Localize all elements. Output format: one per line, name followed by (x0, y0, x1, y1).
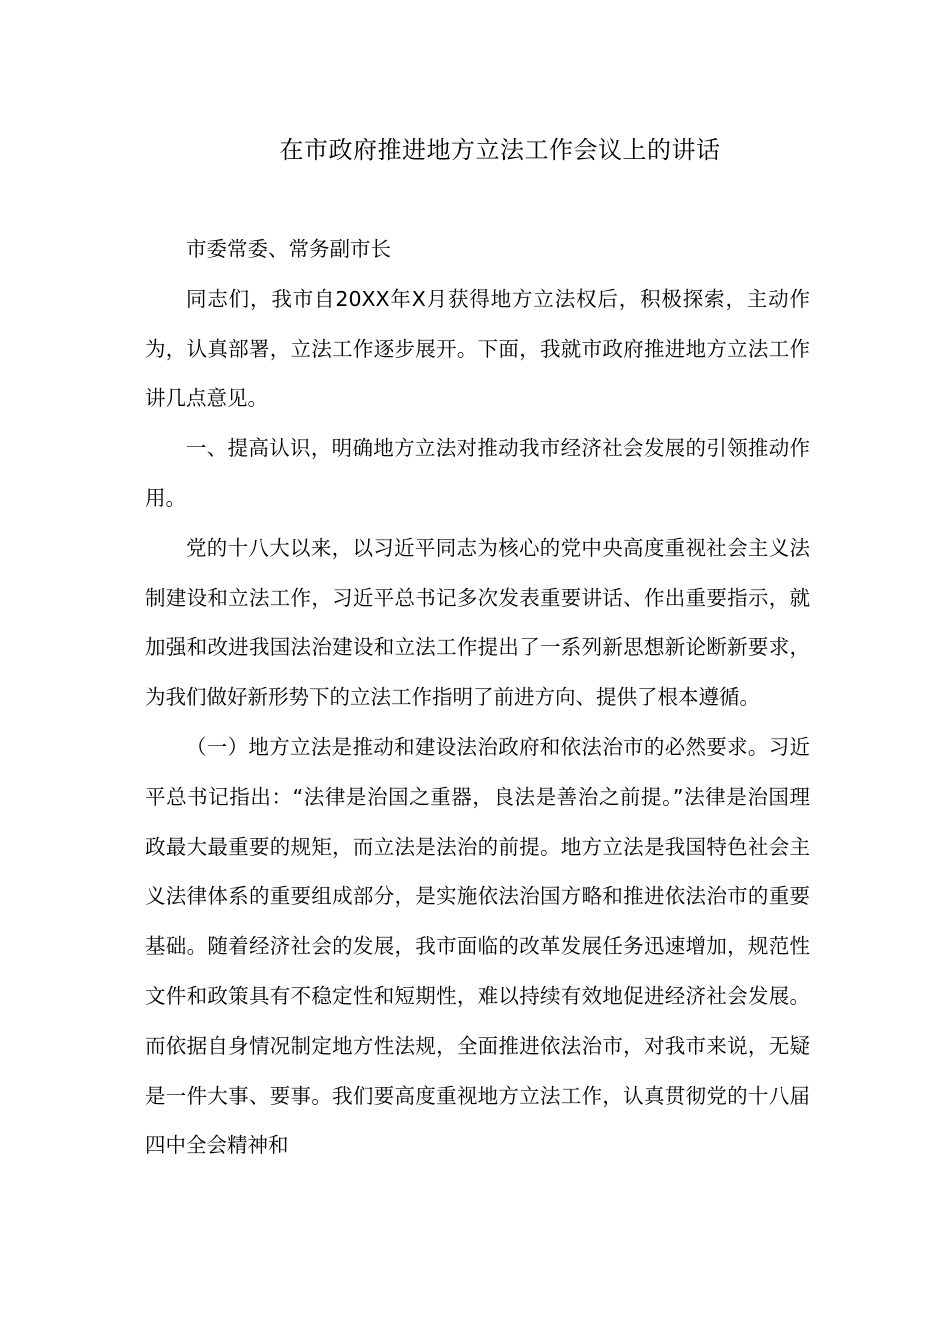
subsection-paragraph: （一）地方立法是推动和建设法治政府和依法治市的必然要求。习近平总书记指出：“法律是治国之重器，良法是善治之前提。”法律是治国理政最大最重要的规矩，而立法是法治的前提。地方立法是我国特色社会主义法律体系的重要组成部分，是实施依法治国方略和推进依法治市的重要基础。随着经济社会的发展，我市面临的改革发展任务迅速增加，规范性文件和政策具有不稳定性和短期性，难以持续有效地促进经济社会发展。而依据自身情况制定地方性法规，全面推进依法治市，对我市来说，无疑是一件大事、要事。我们要高度重视地方立法工作，认真贯彻党的十八届四中全会精神和 (145, 734, 810, 1158)
section-heading: 一、提高认识，明确地方立法对推动我市经济社会发展的引领推动作用。 (145, 436, 810, 510)
page-title: 在市政府推进地方立法工作会议上的讲话 (279, 136, 721, 164)
speaker-line: 市委常委、常务副市长 (186, 237, 391, 261)
document-body (145, 225, 810, 1171)
body-paragraph: 党的十八大以来，以习近平同志为核心的党中央高度重视社会主义法制建设和立法工作，习近平总书记多次发表重要讲话、作出重要指示，就加强和改进我国法治建设和立法工作提出了一系列新思想新论断新要求，为我们做好新形势下的立法工作指明了前进方向、提供了根本遵循。 (145, 535, 810, 710)
opening-paragraph: 同志们，我市自20XX年X月获得地方立法权后，积极探索，主动作为，认真部署，立法工作逐步展开。下面，我就市政府推进地方立法工作讲几点意见。 (145, 286, 810, 411)
